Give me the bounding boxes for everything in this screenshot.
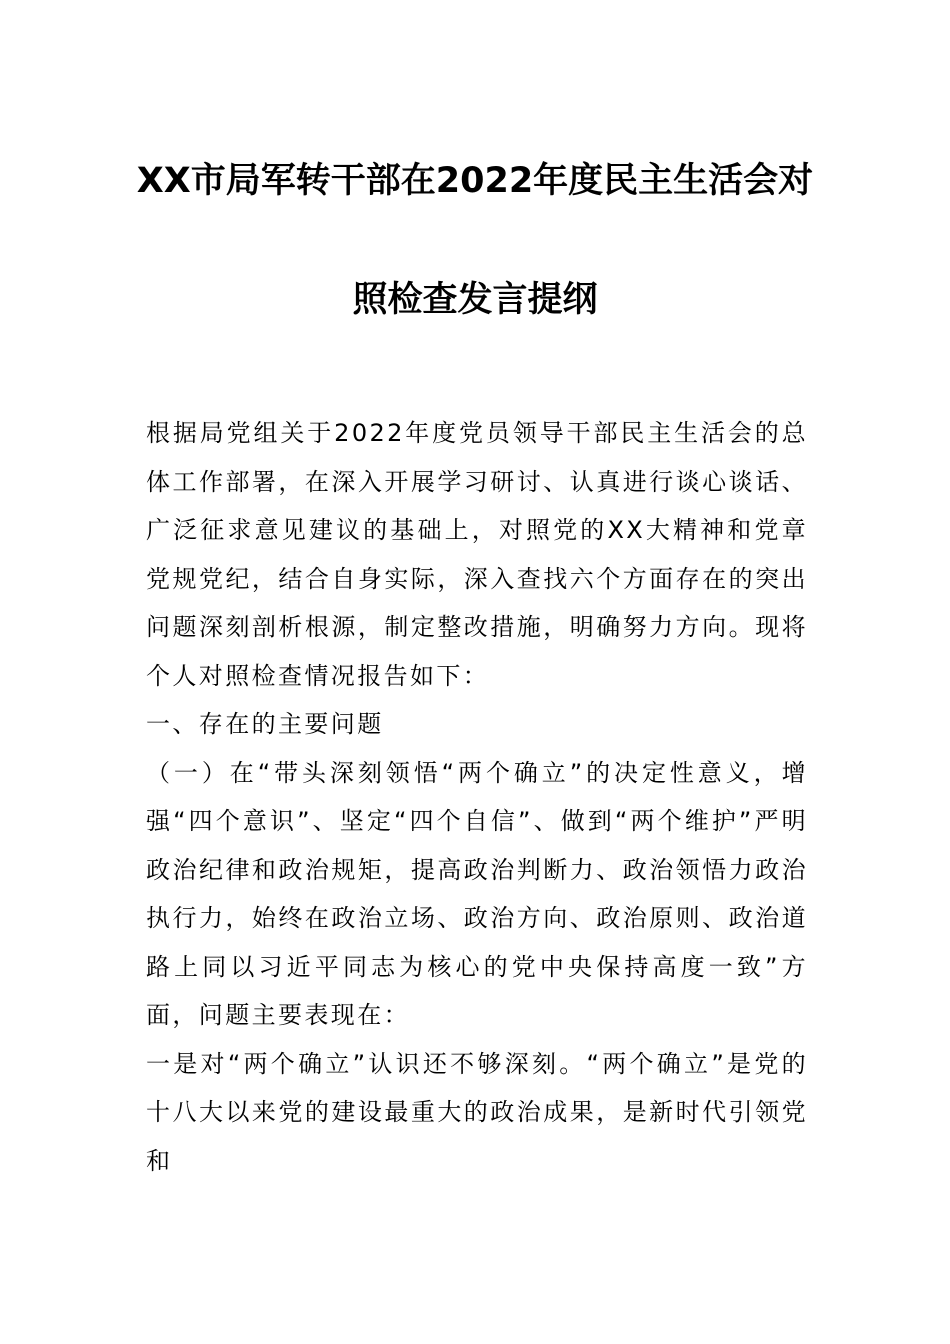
document-title-line-2: 照检查发言提纲	[352, 280, 598, 320]
document-body	[146, 409, 808, 1185]
section-heading: 一、存在的主要问题	[146, 710, 384, 738]
paragraph-subsection-1: （一）在“带头深刻领悟“两个确立”的决定性意义，增强“四个意识”、坚定“四个自信”、做到“两个维护”严明政治纪律和政治规矩，提高政治判断力、政治领悟力政治执行力，始终在政治立场、政治方向、政治原则、政治道路上同以习近平同志为核心的党中央保持高度一致”方面，问题主要表现在：	[146, 758, 808, 1029]
paragraph-point-1: 一是对“两个确立”认识还不够深刻。“两个确立”是党的十八大以来党的建设最重大的政治成果，是新时代引领党和	[146, 1049, 808, 1175]
paragraph-intro: 根据局党组关于2022年度党员领导干部民主生活会的总体工作部署，在深入开展学习研讨、认真进行谈心谈话、广泛征求意见建议的基础上，对照党的XX大精神和党章党规党纪，结合自身实际，深入查找六个方面存在的突出问题深刻剖析根源，制定整改措施，明确努力方向。现将个人对照检查情况报告如下：	[146, 419, 808, 690]
document-title-line-1: XX市局军转干部在2022年度民主生活会对	[136, 161, 814, 201]
